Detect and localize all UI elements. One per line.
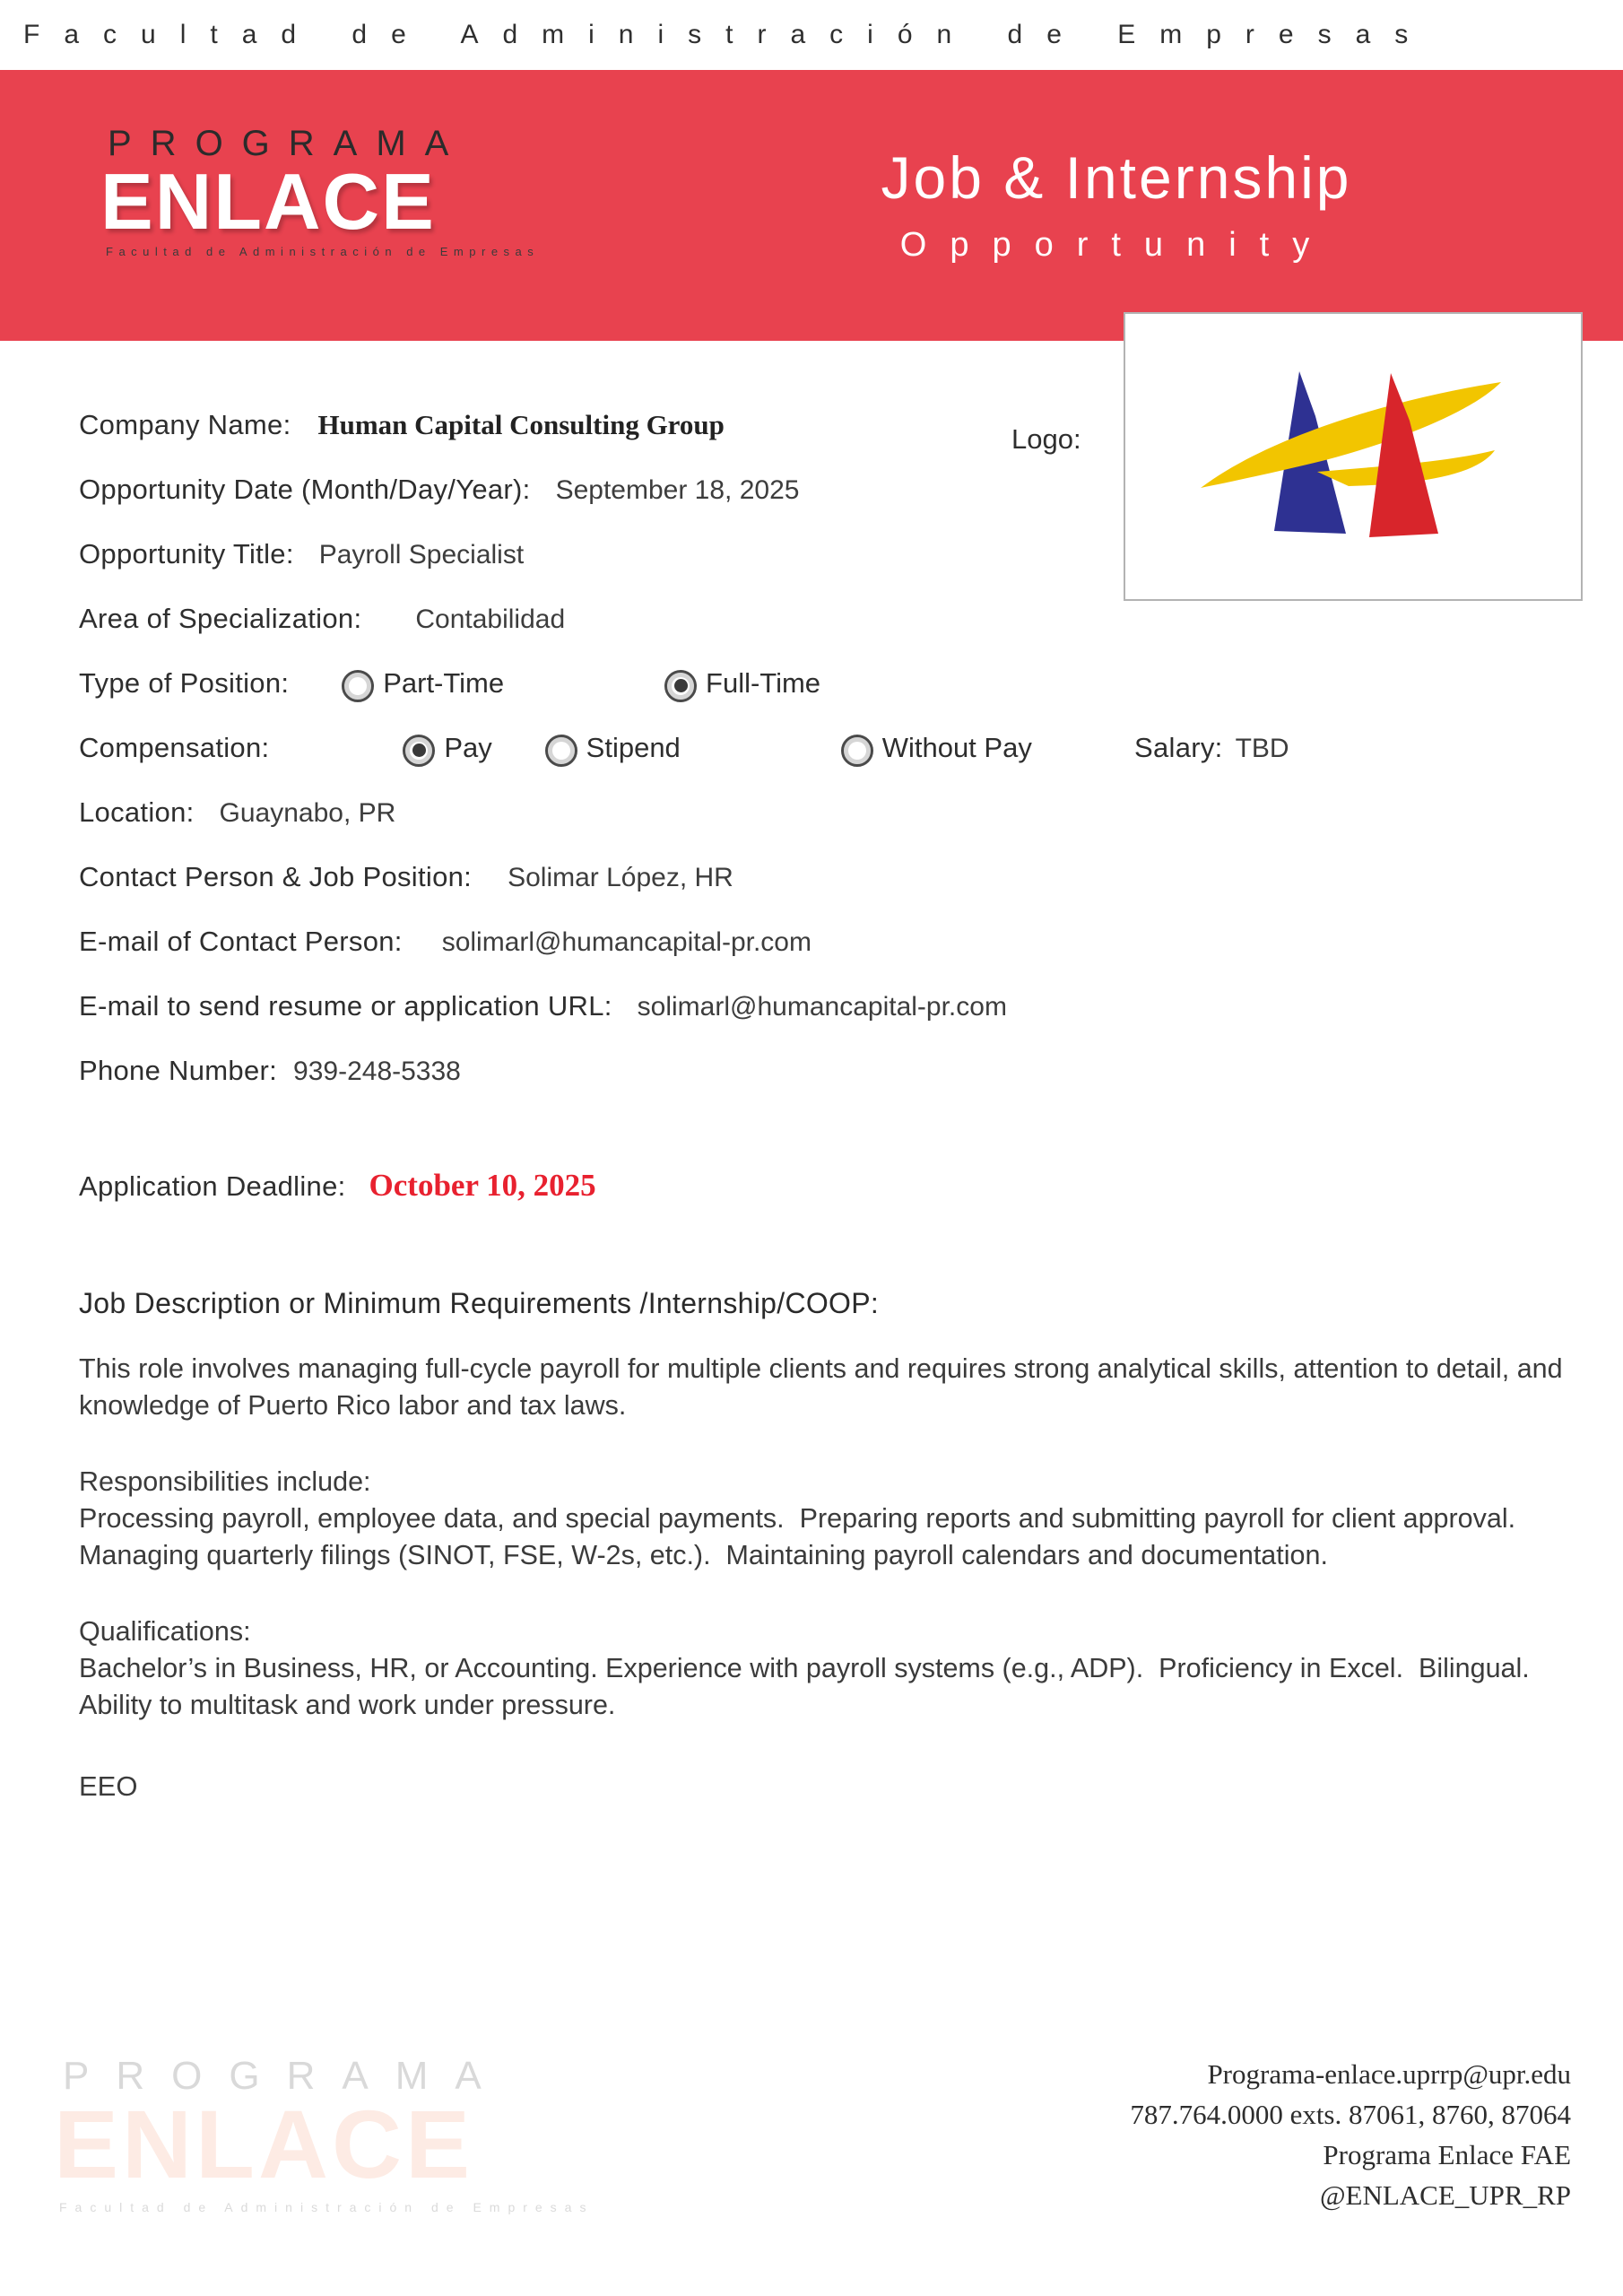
job-description-heading: Job Description or Minimum Requirements /Internship/COOP:: [79, 1287, 880, 1319]
footer-program-name: Programa Enlace FAE: [1323, 2139, 1571, 2170]
company-name-value: Human Capital Consulting Group: [317, 409, 725, 440]
radio-stipend[interactable]: [545, 735, 577, 767]
salary-label: Salary:: [1134, 732, 1223, 763]
responsibilities-title: Responsibilities include:: [79, 1466, 371, 1497]
footer-phone: 787.764.0000 exts. 87061, 8760, 87064: [1130, 2099, 1571, 2130]
resume-email-label: E-mail to send resume or application URL:: [79, 990, 612, 1022]
field-contact-person: [0, 857, 1623, 902]
field-location: [0, 793, 1623, 838]
enlace-watermark: [54, 2054, 594, 2214]
watermark-subtitle: Facultad de Administración de Empresas: [59, 2199, 595, 2214]
responsibilities-body: Processing payroll, employee data, and special payments. Preparing reports and submitting payroll for client approval. Managing quarterly filings (SINOT, FSE, W-2s, etc.). Maintaining payroll calendars and documentation.: [79, 1503, 1532, 1570]
faculty-banner: [0, 0, 1623, 70]
field-opportunity-title: [0, 535, 1623, 579]
radio-without-pay[interactable]: [841, 735, 873, 767]
type-of-position-label: Type of Position:: [79, 667, 290, 699]
phone-value: 939-248-5338: [293, 1057, 461, 1086]
field-deadline: [0, 1166, 1623, 1212]
red-header-band: [0, 70, 1623, 341]
contact-email-value: solimarl@humancapital-pr.com: [441, 927, 812, 957]
footer-contact-block: [1130, 2054, 1571, 2215]
enlace-logo-programa: PROGRAMA: [108, 124, 468, 163]
logo-field-label: Logo:: [1011, 423, 1081, 455]
contact-person-label: Contact Person & Job Position:: [79, 861, 473, 892]
job-description-section: [0, 1287, 1623, 1803]
contact-person-value: Solimar López, HR: [508, 863, 733, 892]
resume-email-value: solimarl@humancapital-pr.com: [637, 992, 1007, 1022]
field-contact-email: [0, 922, 1623, 967]
qualifications-body: Bachelor’s in Business, HR, or Accounting. Experience with payroll systems (e.g., ADP). Proficiency in Excel. Bilingual. Ability to multitask and work under pressure.: [79, 1653, 1544, 1720]
contact-email-label: E-mail of Contact Person:: [79, 926, 403, 957]
field-company-name: [0, 405, 1623, 450]
watermark-programa: PROGRAMA: [63, 2054, 508, 2098]
deadline-label: Application Deadline:: [79, 1170, 346, 1202]
radio-part-time[interactable]: [342, 670, 374, 702]
header-title: Job & Internship: [881, 144, 1352, 211]
header-title-block: [673, 144, 1560, 265]
field-salary: [1134, 728, 1289, 773]
field-resume-email: [0, 987, 1623, 1031]
opportunity-title-label: Opportunity Title:: [79, 538, 294, 570]
area-of-specialization-value: Contabilidad: [415, 604, 566, 634]
radio-pay[interactable]: [403, 735, 435, 767]
job-description-intro: This role involves managing full-cycle payroll for multiple clients and requires strong analytical skills, attention to detail, and knowledge of Puerto Rico labor and tax laws.: [79, 1353, 1571, 1421]
opportunity-date-label: Opportunity Date (Month/Day/Year):: [79, 474, 531, 505]
field-type-of-position: [0, 664, 1623, 709]
company-name-label: Company Name:: [79, 409, 291, 440]
field-area-of-specialization: [0, 599, 1623, 644]
watermark-enlace: ENLACE: [54, 2090, 474, 2198]
enlace-logo: [100, 124, 539, 258]
field-phone: [0, 1051, 1623, 1096]
faculty-banner-text: Facultad de Administración de Empresas: [23, 20, 1433, 49]
radio-without-pay-label: Without Pay: [881, 732, 1032, 763]
footer-social-handle: @ENLACE_UPR_RP: [1319, 2179, 1571, 2211]
qualifications-title: Qualifications:: [79, 1616, 251, 1647]
radio-part-time-label: Part-Time: [383, 667, 505, 699]
opportunity-date-value: September 18, 2025: [555, 475, 800, 505]
field-opportunity-date: [0, 470, 1623, 515]
phone-label: Phone Number:: [79, 1055, 278, 1086]
salary-value: TBD: [1235, 734, 1289, 763]
compensation-label: Compensation:: [79, 732, 270, 763]
area-of-specialization-label: Area of Specialization:: [79, 603, 362, 634]
location-label: Location:: [79, 796, 195, 828]
radio-stipend-label: Stipend: [586, 732, 681, 763]
form-content: [0, 341, 1623, 1803]
footer-email: Programa-enlace.uprrp@upr.edu: [1207, 2058, 1571, 2090]
header-subtitle: Opportunity: [899, 226, 1333, 264]
radio-full-time-label: Full-Time: [706, 667, 821, 699]
field-compensation: [0, 728, 1623, 773]
opportunity-title-value: Payroll Specialist: [318, 540, 525, 570]
radio-pay-label: Pay: [444, 732, 492, 763]
eeo-note: EEO: [79, 1770, 138, 1802]
location-value: Guaynabo, PR: [219, 798, 396, 828]
deadline-value: October 10, 2025: [369, 1168, 596, 1203]
radio-full-time[interactable]: [664, 670, 697, 702]
enlace-logo-subtitle: Facultad de Administración de Empresas: [106, 244, 540, 258]
enlace-logo-enlace: ENLACE: [100, 157, 436, 246]
